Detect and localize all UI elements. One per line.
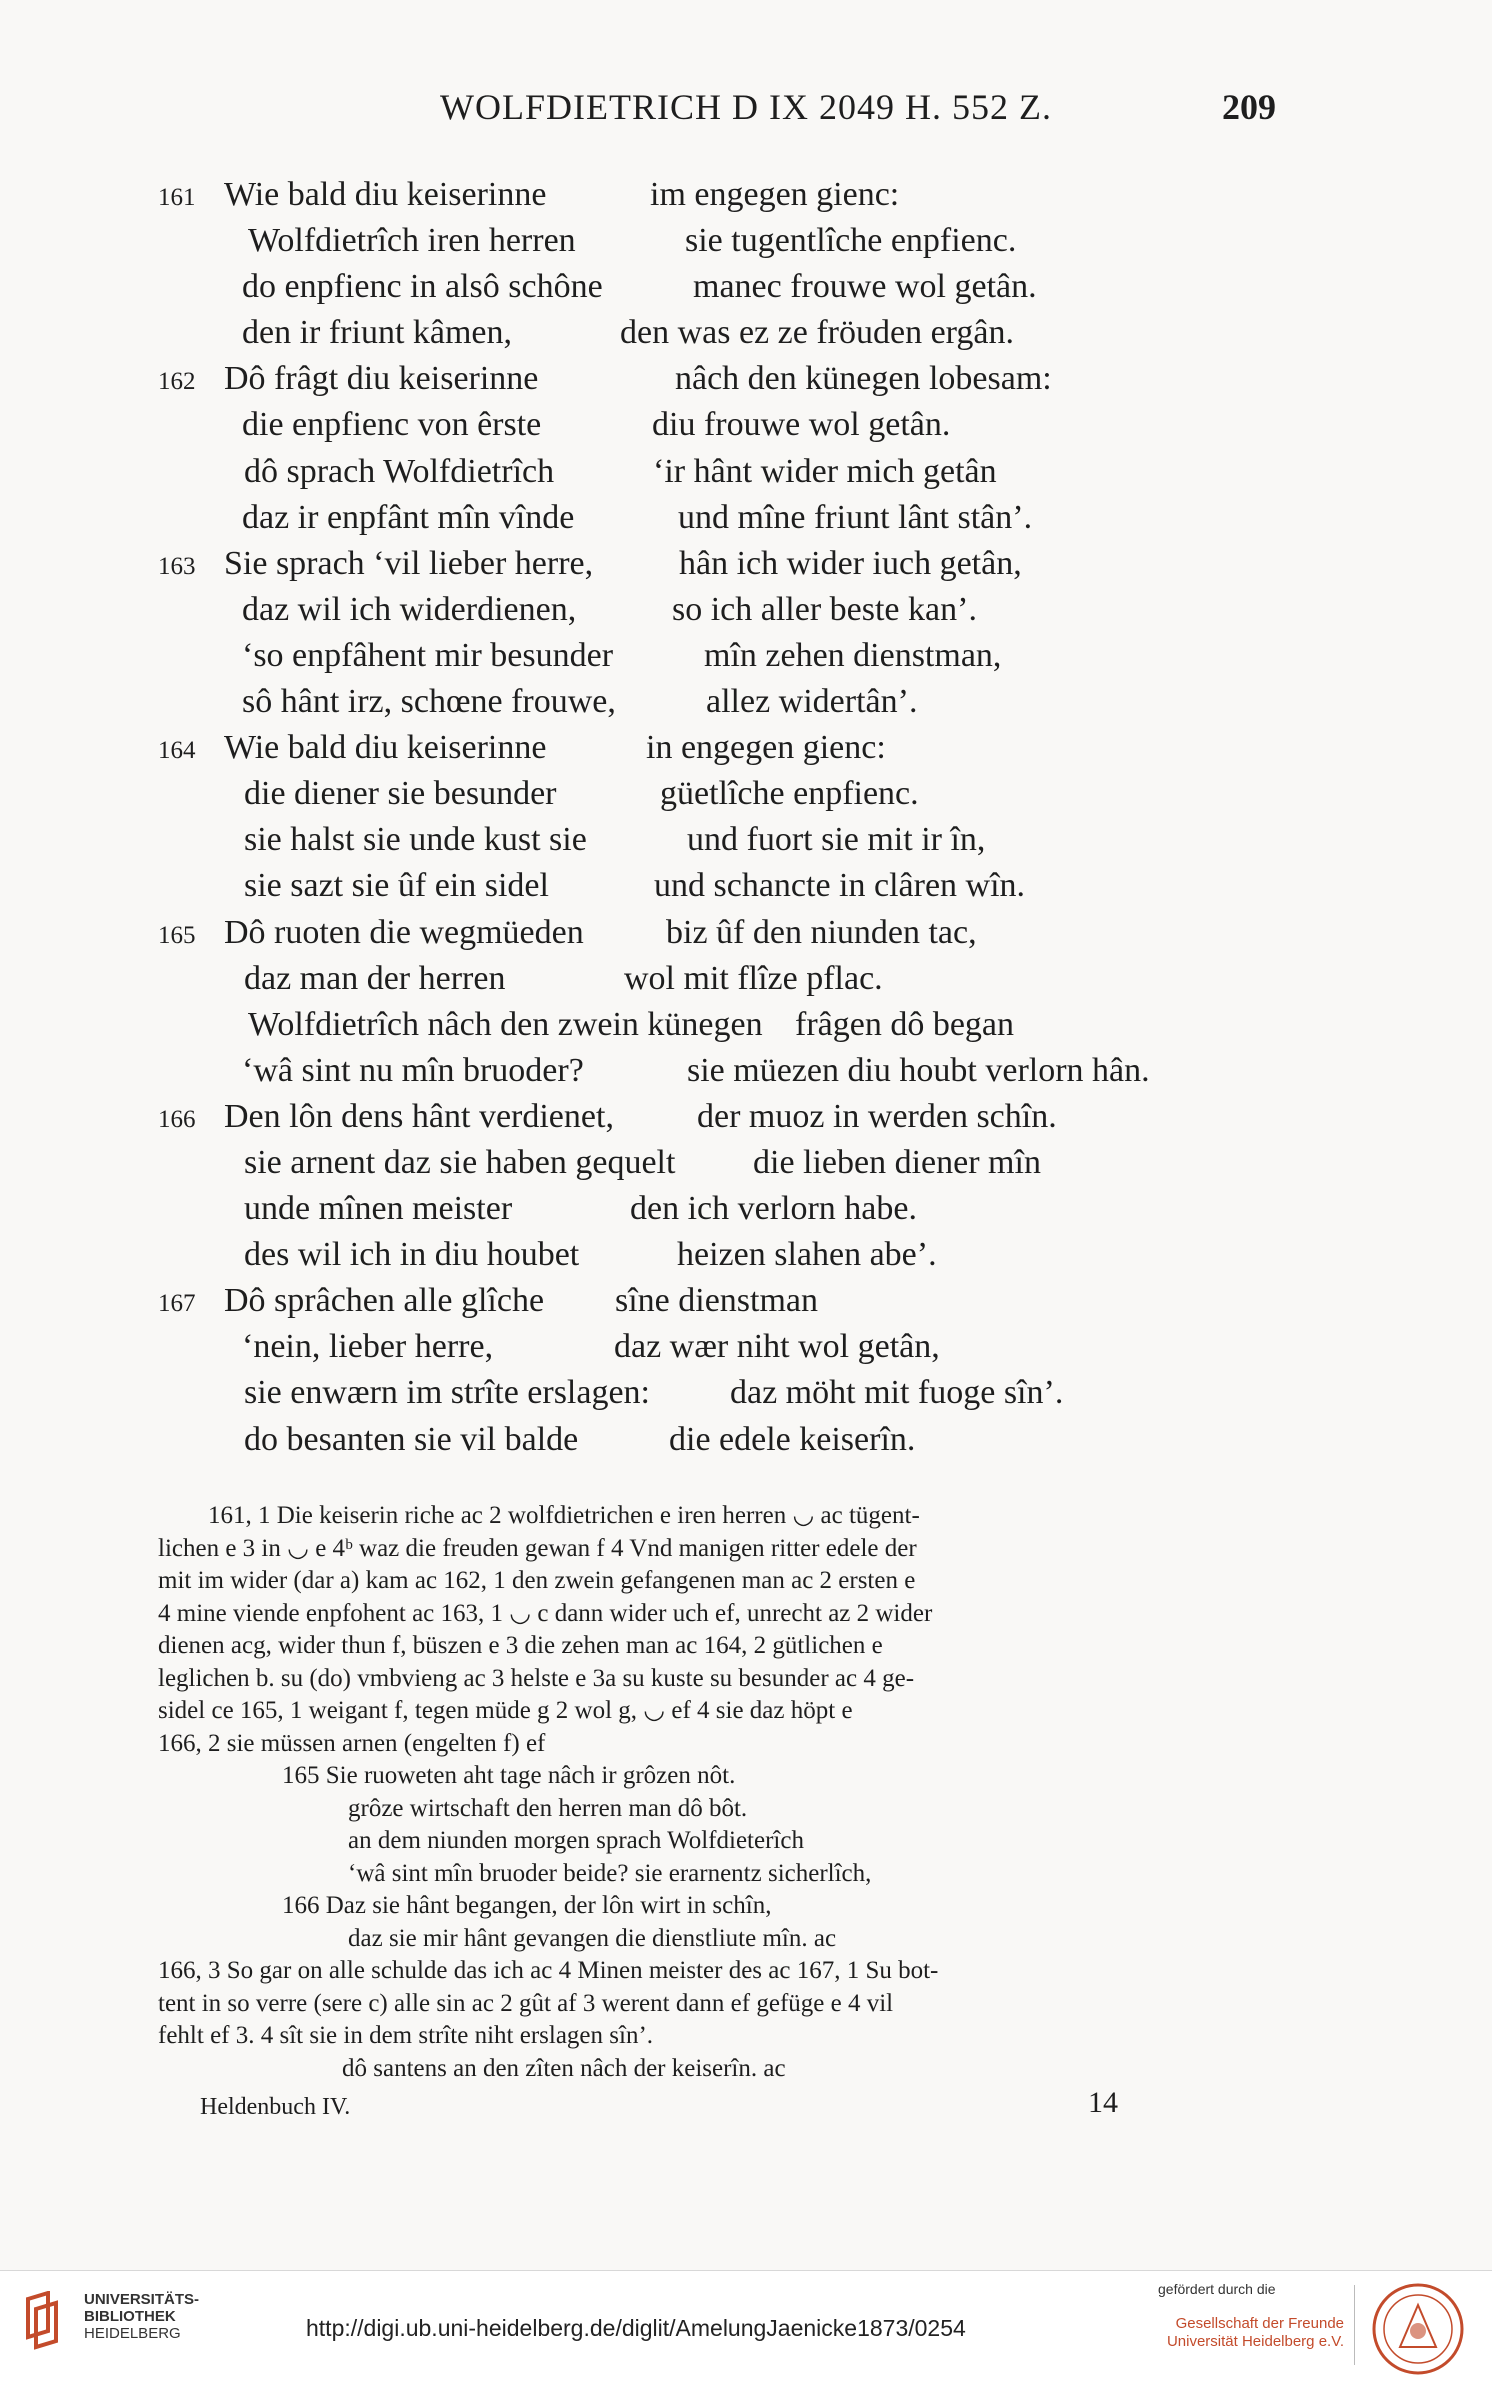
verse-line [150, 1098, 1300, 1144]
apparatus-line: leglichen b. su (do) vmbvieng ac 3 helste e 3a su kuste su besunder ac 4 ge- [158, 1664, 915, 1692]
verse-first-half: daz ir enpfânt mîn vînde [242, 498, 575, 536]
apparatus-line: 166 Daz sie hânt begangen, der lôn wirt in schîn, [282, 1892, 772, 1919]
library-name [84, 2291, 199, 2342]
verse-first-half: Wolfdietrîch nâch den zwein künegen [248, 1005, 763, 1043]
verse-second-half: so ich aller beste kan’. [672, 590, 977, 628]
verse-line [150, 1006, 1300, 1052]
verse-first-half: unde mînen meister [244, 1190, 513, 1228]
verse-first-half: den ir friunt kâmen, [242, 314, 513, 352]
verse-line [150, 1236, 1300, 1282]
verse-first-half: ‘wâ sint nu mîn bruoder? [242, 1051, 584, 1089]
verse-second-half: wol mit flîze pflac. [624, 959, 883, 997]
verse-text [150, 176, 1300, 1467]
verse-line [150, 821, 1300, 867]
verse-second-half: sîne dienstman [615, 1282, 819, 1320]
verse-line [150, 314, 1300, 360]
verse-line [150, 545, 1300, 591]
verse-line [150, 637, 1300, 683]
verse-second-half: der muoz in werden schîn. [697, 1097, 1057, 1135]
verse-line [150, 1328, 1300, 1374]
verse-line [150, 914, 1300, 960]
verse-second-half: sie tugentlîche enpfienc. [685, 222, 1017, 260]
verse-second-half: hân ich wider iuch getân, [679, 544, 1022, 582]
verse-second-half: und fuort sie mit ir în, [687, 821, 986, 859]
verse-line [150, 1421, 1300, 1467]
verse-first-half: Wie bald diu keiserinne [224, 176, 547, 213]
verse-first-half: sie arnent daz sie haben gequelt [244, 1143, 676, 1181]
library-name-line: BIBLIOTHEK [84, 2308, 176, 2325]
verse-second-half: und mîne friunt lânt stân’. [678, 498, 1033, 536]
apparatus-line: ‘wâ sint mîn bruoder beide? sie erarnentz sicherlîch, [348, 1859, 872, 1887]
verse-line [150, 1374, 1300, 1420]
verse-first-half: dô sprach Wolfdietrîch [244, 452, 555, 490]
verse-first-half: Den lôn dens hânt verdienet, [224, 1097, 614, 1135]
verse-second-half: manec frouwe wol getân. [693, 268, 1037, 306]
verse-second-half: und schancte in clâren wîn. [654, 867, 1026, 905]
stanza-number: 161 [158, 184, 196, 211]
university-library-logo-icon [22, 2291, 72, 2353]
verse-line [150, 176, 1300, 222]
verse-line [150, 729, 1300, 775]
verse-first-half: Sie sprach ‘vil lieber herre, [224, 544, 594, 582]
page-number: 209 [1222, 87, 1276, 127]
footer-divider [1354, 2285, 1355, 2365]
stanza-number: 163 [158, 552, 196, 580]
stanza-number: 164 [158, 737, 196, 765]
verse-first-half: Dô frâgt diu keiserinne [224, 360, 539, 398]
verse-second-half: die edele keiserîn. [669, 1420, 916, 1458]
verse-second-half: allez widertân’. [706, 683, 918, 721]
stanza-number: 165 [158, 921, 196, 949]
verse-line [150, 406, 1300, 452]
verse-second-half: daz möht mit fuoge sîn’. [730, 1374, 1064, 1412]
verse-first-half: sie halst sie unde kust sie [244, 821, 587, 859]
university-seal-icon [1370, 2281, 1466, 2377]
apparatus-line: dô santens an den zîten nâch der keiserîn. ac [342, 2054, 786, 2082]
apparatus-line: tent in so verre (sere c) alle sin ac 2 gût af 3 werent dann ef gefüge e 4 vil [158, 1989, 894, 2017]
verse-line [150, 1190, 1300, 1236]
verse-first-half: die enpfienc von êrste [242, 406, 542, 444]
verse-line [150, 1144, 1300, 1190]
sponsor-credit [1152, 2281, 1344, 2351]
verse-first-half: Wolfdietrîch iren herren [248, 222, 576, 260]
verse-line [150, 360, 1300, 406]
verse-second-half: den was ez ze fröuden ergân. [620, 314, 1014, 352]
stanza-number: 162 [158, 368, 196, 396]
verse-line [150, 775, 1300, 821]
verse-first-half: die diener sie besunder [244, 775, 557, 813]
apparatus-line: 166, 2 sie müssen arnen (engelten f) ef [158, 1729, 546, 1757]
verse-second-half: die lieben diener mîn [753, 1143, 1041, 1181]
verse-first-half: do enpfienc in alsô schône [242, 268, 603, 306]
sponsor-org-line: Universität Heidelberg e.V. [1166, 2333, 1344, 2350]
apparatus-line: sidel ce 165, 1 weigant f, tegen müde g 2 wol g, ◡ ef 4 sie daz höpt e [158, 1697, 853, 1724]
verse-first-half: ‘nein, lieber herre, [242, 1328, 494, 1366]
library-name-line: HEIDELBERG [84, 2325, 181, 2342]
sponsor-org-line: Gesellschaft der Freunde [1175, 2315, 1344, 2332]
apparatus-line: 166, 3 So gar on alle schulde das ich ac 4 Minen meister des ac 167, 1 Su bot- [158, 1957, 939, 1984]
verse-line [150, 867, 1300, 913]
apparatus-line: dienen acg, wider thun f, büszen e 3 die zehen man ac 164, 2 gütlichen e [158, 1632, 883, 1659]
verse-line [150, 268, 1300, 314]
verse-second-half: im engegen gienc: [650, 176, 900, 213]
verse-line [150, 960, 1300, 1006]
stanza-number: 166 [158, 1105, 196, 1133]
verse-first-half: do besanten sie vil balde [244, 1420, 579, 1458]
stanza-number: 167 [158, 1290, 196, 1318]
verse-second-half: nâch den künegen lobesam: [675, 360, 1052, 398]
verse-second-half: güetlîche enpfienc. [660, 775, 919, 813]
verse-first-half: daz wil ich widerdienen, [242, 590, 577, 628]
apparatus-line: an dem niunden morgen sprach Wolfdieterîch [348, 1827, 804, 1854]
apparatus-line: daz sie mir hânt gevangen die dienstliute mîn. ac [348, 1924, 837, 1952]
verse-first-half: daz man der herren [244, 959, 506, 997]
verse-first-half: ‘so enpfâhent mir besunder [242, 636, 614, 674]
verse-first-half: des wil ich in diu houbet [244, 1236, 580, 1274]
verse-line [150, 683, 1300, 729]
verse-second-half: diu frouwe wol getân. [652, 406, 951, 444]
verse-line [150, 453, 1300, 499]
apparatus-line: 161, 1 Die keiserin riche ac 2 wolfdietrichen e iren herren ◡ ac tügent- [208, 1502, 920, 1529]
verse-second-half: daz wær niht wol getân, [614, 1328, 940, 1366]
apparatus-line: fehlt ef 3. 4 sît sie in dem strîte niht erslagen sîn’. [158, 2022, 654, 2049]
verse-second-half: in engegen gienc: [646, 729, 886, 767]
verse-second-half: ‘ir hânt wider mich getân [653, 452, 997, 490]
sheet-number: 14 [1088, 2086, 1118, 2119]
verse-second-half: sie müezen diu houbt verlorn hân. [687, 1051, 1150, 1089]
page-header [0, 86, 1492, 134]
apparatus-line: 4 mine viende enpfohent ac 163, 1 ◡ c dann wider uch ef, unrecht az 2 wider [158, 1599, 933, 1627]
verse-second-half: frâgen dô began [795, 1005, 1015, 1043]
permalink-url[interactable]: http://digi.ub.uni-heidelberg.de/diglit/AmelungJaenicke1873/0254 [306, 2315, 966, 2341]
apparatus-line: grôze wirtschaft den herren man dô bôt. [348, 1794, 748, 1822]
verse-line [150, 591, 1300, 637]
verse-first-half: Dô ruoten die wegmüeden [224, 913, 584, 951]
verse-line [150, 222, 1300, 268]
verse-second-half: den ich verlorn habe. [630, 1190, 917, 1228]
apparatus-line: lichen e 3 in ◡ e 4ᵇ waz die freuden gewan f 4 Vnd manigen ritter edele der [158, 1534, 917, 1562]
verse-line [150, 499, 1300, 545]
library-footer-bar [0, 2270, 1492, 2383]
verse-second-half: heizen slahen abe’. [677, 1236, 937, 1274]
running-title: WOLFDIETRICH D IX 2049 H. 552 Z. [440, 87, 1052, 127]
verse-first-half: sô hânt irz, schœne frouwe, [242, 683, 616, 721]
apparatus-line: 165 Sie ruoweten aht tage nâch ir grôzen nôt. [282, 1762, 736, 1789]
verse-first-half: Dô sprâchen alle glîche [224, 1282, 545, 1320]
verse-line [150, 1282, 1300, 1328]
signature-mark: Heldenbuch IV. [200, 2094, 351, 2120]
sponsor-label: gefördert durch die [1158, 2281, 1276, 2297]
verse-first-half: sie sazt sie ûf ein sidel [244, 867, 549, 905]
critical-apparatus [158, 1500, 1278, 2085]
library-name-line: UNIVERSITÄTS- [84, 2291, 200, 2308]
verse-line [150, 1052, 1300, 1098]
verse-first-half: sie enwærn im strîte erslagen: [244, 1374, 651, 1412]
verse-second-half: biz ûf den niunden tac, [666, 913, 977, 951]
verse-first-half: Wie bald diu keiserinne [224, 729, 547, 767]
apparatus-line: mit im wider (dar a) kam ac 162, 1 den zwein gefangenen man ac 2 ersten e [158, 1567, 916, 1594]
verse-second-half: mîn zehen dienstman, [704, 636, 1002, 674]
